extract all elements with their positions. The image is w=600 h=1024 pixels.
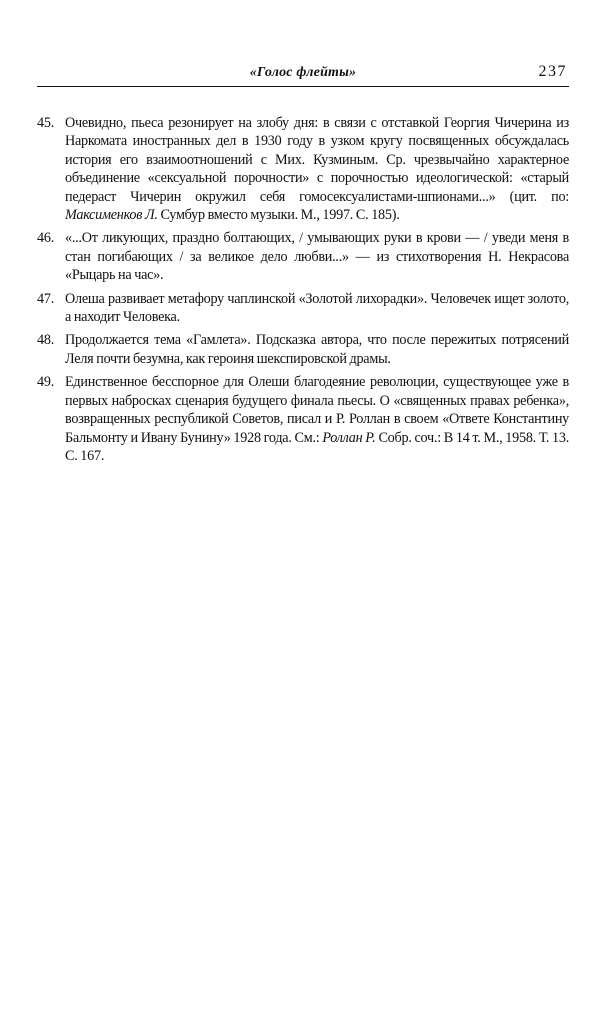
note-number: 46.	[37, 230, 54, 247]
note-number: 49.	[37, 374, 54, 391]
note-author: Роллан Р.	[322, 429, 376, 446]
endnote-49	[37, 373, 569, 465]
note-text-after: Сумбур вместо музыки. М., 1997. С. 185).	[157, 207, 400, 224]
note-number: 47.	[37, 290, 54, 307]
note-text: Очевидно, пьеса резонирует на злобу дня: в связи с отставкой Георгия Чичерина из Наркомата иностранных дел в 1930 году в узком кругу посвященных обсуждалась история его взаимоотношений с Мих. Кузминым. Ср. чрезвычайно характерное объединение «сексуальной порочности» с порочностью идеологической: «старый педераст Чичерин окружил себя гомосексуалистами-шпионами...» (цит. по:	[65, 115, 569, 205]
endnote-45	[37, 114, 569, 224]
endnote-47	[37, 290, 569, 327]
endnote-46	[37, 229, 569, 284]
endnotes-list	[37, 114, 569, 470]
note-text: Продолжается тема «Гамлета». Подсказка автора, что после пережитых потрясений Леля почти безумна, как героиня шекспировской драмы.	[65, 332, 569, 367]
running-title: «Голос флейты»	[249, 65, 357, 80]
note-number: 45.	[37, 115, 54, 131]
page-number: 237	[538, 63, 567, 80]
running-header	[37, 62, 569, 87]
note-author: Максименков Л.	[65, 207, 158, 224]
note-text-after: Собр. соч.: В 14 т. М., 1958. Т. 13. С. 167.	[65, 429, 569, 464]
note-text: Единственное бесспорное для Олеши благодеяние революции, существующее уже в первых набросках сценария будущего финала пьесы. О «священных правах ребенка», возвращенных республикой Советов, писал и Р. Роллан в своем «Ответе Константину Бальмонту и Ивану Бунину» 1928 года. См.:	[65, 374, 569, 446]
note-text: Олеша развивает метафору чаплинской «Золотой лихорадки». Человечек ищет золото, а находит Человека.	[65, 290, 569, 326]
note-number: 48.	[37, 332, 54, 349]
note-text: «...От ликующих, праздно болтающих, / умывающих руки в крови — / уведи меня в стан погибающих / за великое дело любви...» — из стихотворения Н. Некрасова «Рыцарь на час».	[65, 230, 569, 284]
endnote-48	[37, 331, 569, 368]
